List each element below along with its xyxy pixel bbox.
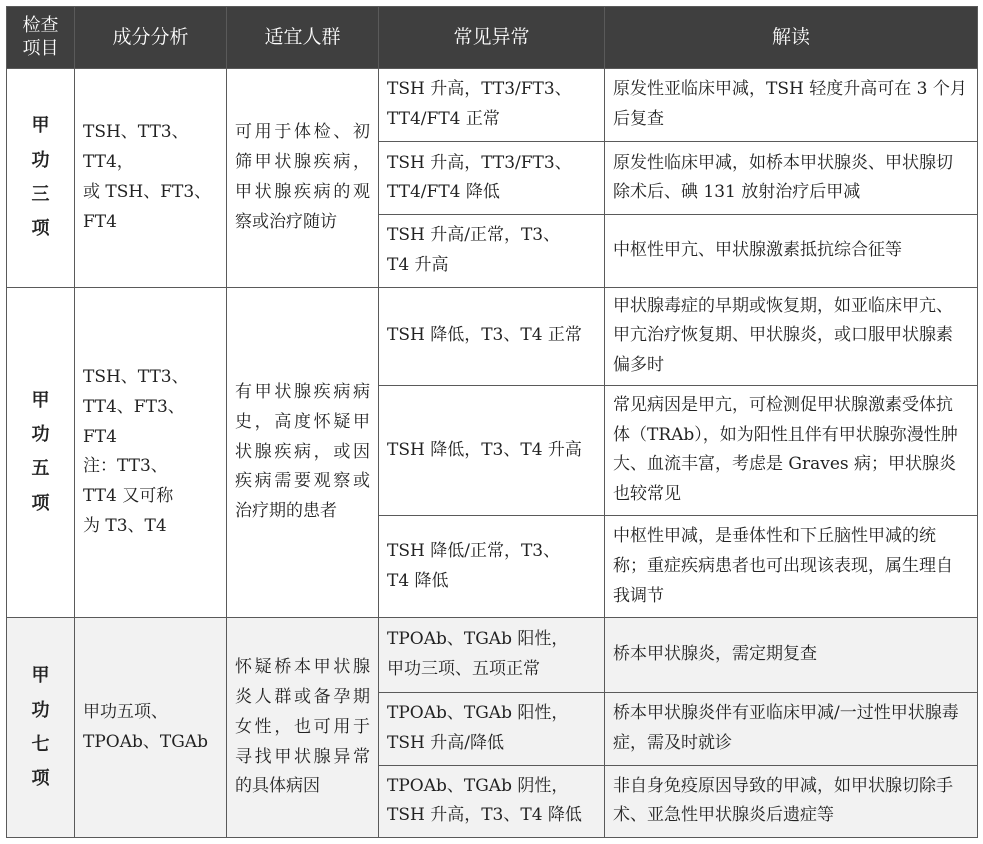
interpretation-cell: 桥本甲状腺炎，需定期复查 — [605, 618, 978, 692]
header-population: 适宜人群 — [227, 7, 379, 69]
interpretation-cell: 桥本甲状腺炎伴有亚临床甲减/一过性甲状腺毒症，需及时就诊 — [605, 692, 978, 765]
population-cell: 有甲状腺疾病病史，高度怀疑甲状腺疾病，或因疾病需要观察或治疗期的患者 — [227, 287, 379, 618]
header-composition: 成分分析 — [75, 7, 227, 69]
abnormal-cell: TSH 降低，T3、T4 升高 — [379, 385, 605, 515]
table-row — [7, 69, 978, 142]
header-interpretation: 解读 — [605, 7, 978, 69]
population-cell: 怀疑桥本甲状腺炎人群或备孕期女性，也可用于寻找甲状腺异常的具体病因 — [227, 618, 379, 838]
thyroid-test-table — [6, 6, 978, 838]
abnormal-cell: TSH 降低，T3、T4 正常 — [379, 287, 605, 385]
abnormal-cell: TSH 升高，TT3/FT3、 TT4/FT4 正常 — [379, 69, 605, 142]
abnormal-cell: TSH 升高/正常，T3、 T4 升高 — [379, 215, 605, 287]
interpretation-cell: 甲状腺毒症的早期或恢复期，如亚临床甲亢、甲亢治疗恢复期、甲状腺炎，或口服甲状腺素偏多时 — [605, 287, 978, 385]
table-row — [7, 287, 978, 385]
header-item: 检查 项目 — [7, 7, 75, 69]
item-name-cell: 甲 功 七 项 — [7, 618, 75, 838]
composition-cell: TSH、TT3、 TT4、FT3、 FT4 注：TT3、 TT4 又可称 为 T3、T4 — [75, 287, 227, 618]
interpretation-cell: 原发性亚临床甲减，TSH 轻度升高可在 3 个月后复查 — [605, 69, 978, 142]
interpretation-cell: 原发性临床甲减，如桥本甲状腺炎、甲状腺切除术后、碘 131 放射治疗后甲减 — [605, 142, 978, 215]
interpretation-cell: 非自身免疫原因导致的甲减，如甲状腺切除手术、亚急性甲状腺炎后遗症等 — [605, 765, 978, 837]
composition-cell: TSH、TT3、 TT4， 或 TSH、FT3、 FT4 — [75, 69, 227, 288]
table-row — [7, 618, 978, 692]
abnormal-cell: TSH 升高，TT3/FT3、 TT4/FT4 降低 — [379, 142, 605, 215]
abnormal-cell: TPOAb、TGAb 阳性， 甲功三项、五项正常 — [379, 618, 605, 692]
table-header-row — [7, 7, 978, 69]
composition-cell: 甲功五项、 TPOAb、TGAb — [75, 618, 227, 838]
item-name-cell: 甲 功 三 项 — [7, 69, 75, 288]
abnormal-cell: TPOAb、TGAb 阴性， TSH 升高，T3、T4 降低 — [379, 765, 605, 837]
abnormal-cell: TSH 降低/正常，T3、 T4 降低 — [379, 516, 605, 618]
interpretation-cell: 常见病因是甲亢，可检测促甲状腺激素受体抗体（TRAb），如为阳性且伴有甲状腺弥漫性肿大、血流丰富，考虑是 Graves 病；甲状腺炎也较常见 — [605, 385, 978, 515]
abnormal-cell: TPOAb、TGAb 阳性， TSH 升高/降低 — [379, 692, 605, 765]
item-name-cell: 甲 功 五 项 — [7, 287, 75, 618]
interpretation-cell: 中枢性甲亢、甲状腺激素抵抗综合征等 — [605, 215, 978, 287]
population-cell: 可用于体检、初筛甲状腺疾病，甲状腺疾病的观察或治疗随访 — [227, 69, 379, 288]
header-abnormal: 常见异常 — [379, 7, 605, 69]
interpretation-cell: 中枢性甲减，是垂体性和下丘脑性甲减的统称；重症疾病患者也可出现该表现，属生理自我调节 — [605, 516, 978, 618]
